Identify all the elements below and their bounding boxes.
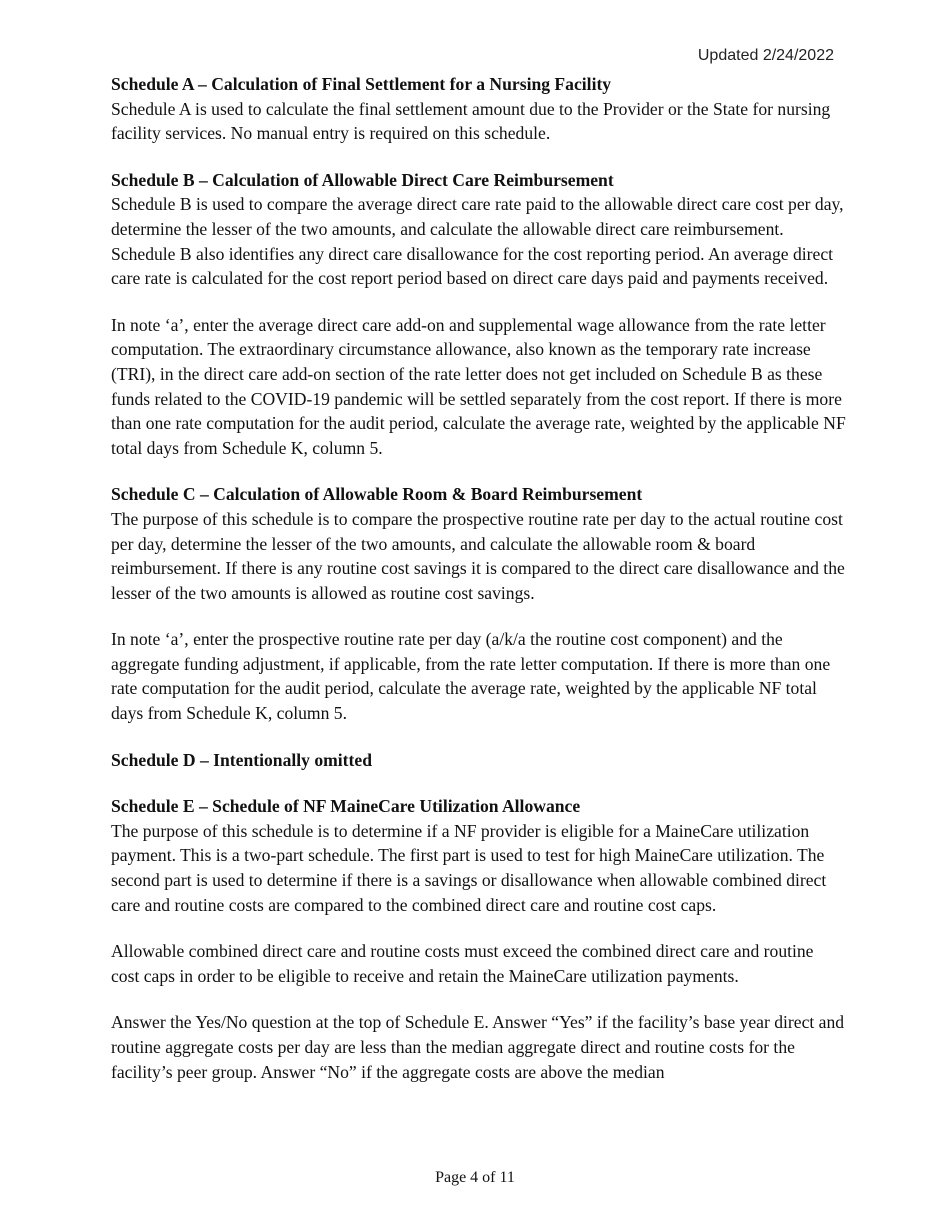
paragraph: In note ‘a’, enter the average direct care add-on and supplemental wage allowance from the rate letter computation. The extraordinary circumstance allowance, also known as the temporary rate increase (TRI), in the direct care add-on section of the rate letter does not get included on Schedule B as these funds related to the COVID-19 pandemic will be settled separately from the cost report. If there is more than one rate computation for the audit period, calculate the average rate, weighted by the applicable NF total days from Schedule K, column 5. (111, 314, 846, 458)
page-number: Page 4 of 11 (435, 1169, 515, 1186)
paragraph: Answer the Yes/No question at the top of Schedule E. Answer “Yes” if the facility’s base year direct and routine aggregate costs per day are less than the median aggregate direct and routine costs for the facility’s peer group. Answer “No” if the aggregate costs are above the median (111, 1012, 845, 1082)
section-heading: Schedule D – Intentionally omitted (111, 749, 372, 770)
section-schedule-d (111, 748, 846, 773)
paragraph: Schedule A is used to calculate the final settlement amount due to the Provider or the State for nursing facility services. No manual entry is required on this schedule. (111, 98, 831, 144)
section-schedule-a (111, 72, 846, 146)
section-heading: Schedule A – Calculation of Final Settlement for a Nursing Facility (111, 74, 612, 94)
paragraph: The purpose of this schedule is to compare the prospective routine rate per day to the actual routine cost per day, determine the lesser of the two amounts, and calculate the allowable room & board reimbursement. If there is any routine cost savings it is compared to the direct care disallowance and the lesser of the two amounts is allowed as routine cost savings. (111, 508, 845, 603)
paragraph: In note ‘a’, enter the prospective routine rate per day (a/k/a the routine cost component) and the aggregate funding adjustment, if applicable, from the rate letter computation. If there is more than one rate computation for the audit period, calculate the average rate, weighted by the applicable NF total days from Schedule K, column 5. (111, 629, 831, 724)
paragraph: Schedule B is used to compare the average direct care rate paid to the allowable direct care cost per day, determine the lesser of the two amounts, and calculate the allowable direct care reimbursement. Schedule B also identifies any direct care disallowance for the cost reporting period. An average direct care rate is calculated for the cost report period based on direct care days paid and payments received. (111, 194, 844, 289)
section-heading: Schedule E – Schedule of NF MaineCare Utilization Allowance (111, 796, 581, 817)
updated-date: Updated 2/24/2022 (697, 47, 834, 64)
section-schedule-c (111, 482, 846, 725)
section-heading: Schedule B – Calculation of Allowable Direct Care Reimbursement (111, 169, 614, 190)
document-body (111, 72, 846, 1106)
paragraph: The purpose of this schedule is to determine if a NF provider is eligible for a MaineCare utilization payment. This is a two-part schedule. The first part is used to test for high MaineCare utilization. The second part is used to determine if there is a savings or disallowance when allowable combined direct care and routine costs are compared to the combined direct care and routine cost caps. (111, 820, 827, 915)
section-heading: Schedule C – Calculation of Allowable Room & Board Reimbursement (111, 484, 643, 505)
paragraph: Allowable combined direct care and routine costs must exceed the combined direct care and routine cost caps in order to be eligible to receive and retain the MaineCare utilization payments. (111, 941, 814, 986)
section-schedule-e (111, 794, 846, 1084)
section-schedule-b (111, 168, 846, 461)
